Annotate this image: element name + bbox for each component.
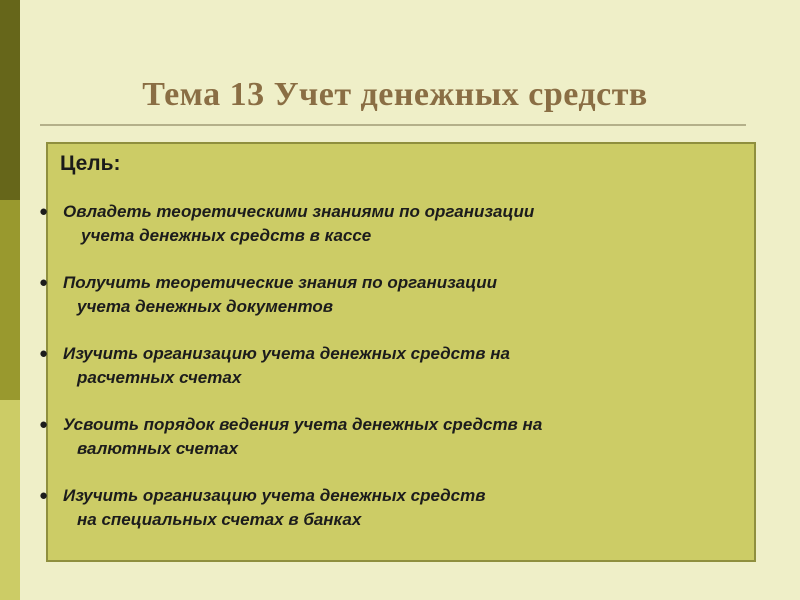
goal-line-1: Овладеть теоретическими знаниями по организации bbox=[63, 202, 535, 221]
goal-item bbox=[39, 200, 754, 248]
goal-line-2: расчетных счетах bbox=[77, 368, 242, 387]
goals-list bbox=[39, 200, 754, 532]
goal-item bbox=[39, 413, 754, 461]
left-bar-segment-medium bbox=[0, 200, 20, 400]
left-decorative-bar bbox=[0, 0, 20, 600]
goal-line-1: Изучить организацию учета денежных средств на bbox=[63, 344, 510, 363]
goals-box bbox=[39, 142, 756, 562]
goal-item bbox=[39, 342, 754, 390]
bullet-icon: ● bbox=[39, 203, 49, 220]
goal-line-2: валютных счетах bbox=[77, 439, 239, 458]
goal-line-1: Получить теоретические знания по организации bbox=[63, 273, 498, 292]
goal-label: Цель: bbox=[60, 152, 121, 175]
left-bar-segment-dark bbox=[0, 0, 20, 200]
bullet-icon: ● bbox=[39, 345, 49, 362]
goal-line-2: учета денежных документов bbox=[77, 297, 334, 316]
bullet-icon: ● bbox=[39, 274, 49, 291]
bullet-icon: ● bbox=[39, 416, 49, 433]
goal-item bbox=[39, 271, 754, 319]
bullet-icon: ● bbox=[39, 487, 49, 504]
goal-line-1: Изучить организацию учета денежных средств bbox=[63, 486, 486, 505]
goal-line-1: Усвоить порядок ведения учета денежных средств на bbox=[63, 415, 543, 434]
title-divider bbox=[40, 124, 746, 126]
goal-item bbox=[39, 484, 754, 532]
goal-line-2: на специальных счетах в банках bbox=[77, 510, 362, 529]
slide-title: Тема 13 Учет денежных средств bbox=[142, 76, 648, 113]
left-bar-segment-light bbox=[0, 400, 20, 600]
goal-line-2: учета денежных средств в кассе bbox=[81, 226, 372, 245]
